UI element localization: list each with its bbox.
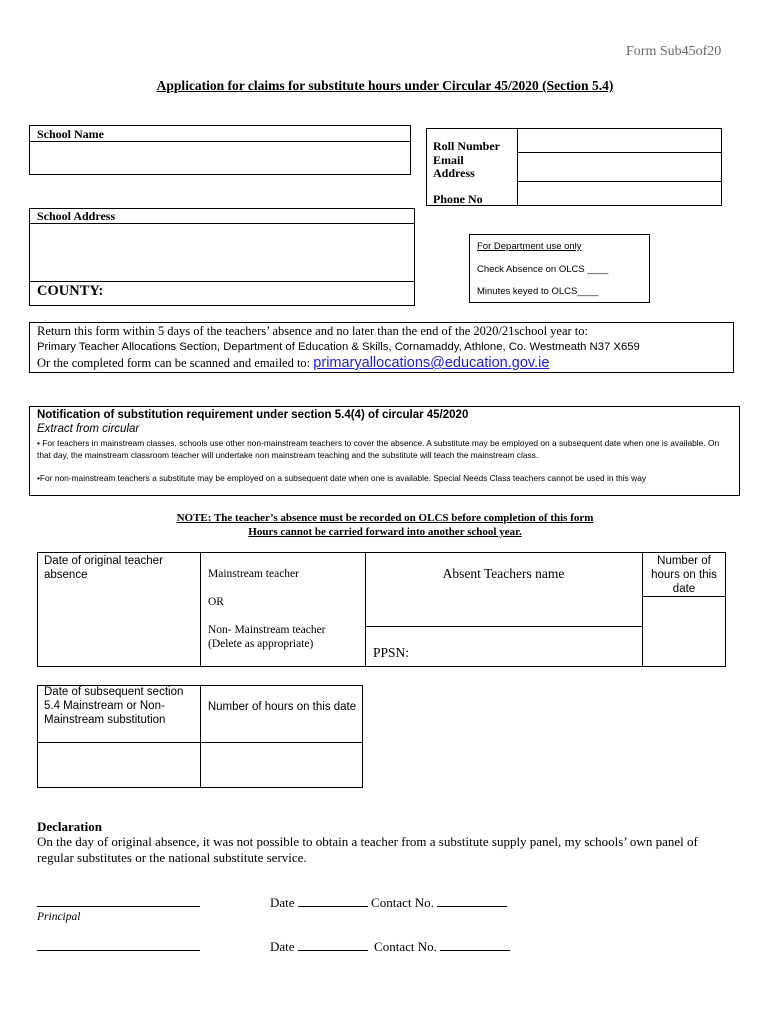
- county-label: COUNTY:: [37, 283, 104, 299]
- date-label-2: Date: [270, 939, 295, 954]
- form-code: Form Sub45of20: [626, 44, 722, 59]
- hours-on-date-field[interactable]: [643, 597, 725, 666]
- ppsn-label: PPSN:: [373, 645, 410, 660]
- original-absence-date-header: Date of original teacher absence: [44, 555, 163, 581]
- minutes-keyed-olcs: Minutes keyed to OLCS____: [477, 286, 599, 297]
- email-link[interactable]: primaryallocations@education.gov.ie: [313, 355, 550, 371]
- hours-on-date-header: Number of hours on this date: [651, 555, 717, 595]
- note-olcs: NOTE: The teacher’s absence must be recorded on OLCS before completion of this form: [176, 512, 594, 524]
- email-label: Email Address: [433, 153, 475, 180]
- type-or: OR: [208, 596, 224, 608]
- department-use-heading: For Department use only: [477, 241, 582, 252]
- school-address-field[interactable]: [30, 224, 414, 280]
- phone-label: Phone No: [433, 192, 483, 206]
- return-deadline-text: Return this form within 5 days of the teachers’ absence and no later than the end of the 2020/21school year to:: [37, 324, 588, 338]
- contact-field-1[interactable]: [437, 895, 507, 907]
- subsequent-hours-header: Number of hours on this date: [207, 701, 357, 713]
- type-mainstream[interactable]: Mainstream teacher: [208, 568, 299, 580]
- date-field-1[interactable]: [298, 895, 368, 907]
- subsequent-hours-field[interactable]: [201, 743, 362, 787]
- email-instruction: [37, 355, 549, 371]
- roll-number-label: Roll Number: [433, 139, 500, 153]
- absent-teacher-name-header: Absent Teachers name: [442, 566, 565, 581]
- ppsn-field[interactable]: [420, 627, 641, 666]
- roll-number-field[interactable]: [518, 129, 721, 151]
- subsequent-date-field[interactable]: [38, 743, 199, 787]
- email-field[interactable]: [518, 153, 721, 180]
- school-address-label: School Address: [37, 209, 116, 223]
- notification-bullet-mainstream: • For teachers in mainstream classes, schools use other non-mainstream teachers to cover the absence. A substitute may be employed on a subsequent date when one is available. On that day, the mainstream classroom teacher will undertake non mainstream teaching and the substitute will teach the mainstream class.: [37, 438, 720, 460]
- page-title: Application for claims for substitute hours under Circular 45/2020 (Section 5.4): [156, 78, 614, 93]
- contact-field-2[interactable]: [440, 939, 510, 951]
- principal-label: Principal: [37, 911, 81, 923]
- type-non-mainstream[interactable]: Non- Mainstream teacher (Delete as appropriate): [208, 624, 326, 650]
- absent-teacher-name-field[interactable]: [366, 590, 641, 625]
- notification-heading: Notification of substitution requirement under section 5.4(4) of circular 45/2020: [37, 409, 469, 421]
- contact-label-1: Contact No.: [371, 895, 434, 910]
- note-hours-carry: Hours cannot be carried forward into another school year.: [248, 526, 522, 538]
- date-label-1: Date: [270, 895, 295, 910]
- notification-bullet-non-mainstream: •For non-mainstream teachers a substitute may be employed on a subsequent date when one is available. Special Needs Class teachers cannot be used in this way: [37, 473, 647, 483]
- contact-label-2: Contact No.: [374, 939, 437, 954]
- subsequent-date-header: Date of subsequent section 5.4 Mainstream or Non-Mainstream substitution: [44, 686, 184, 726]
- return-address-text: Primary Teacher Allocations Section, Department of Education & Skills, Cornamaddy, Athlone, Co. Westmeath N37 X659: [37, 341, 640, 353]
- principal-signature-line[interactable]: [37, 896, 200, 907]
- school-name-field[interactable]: [30, 142, 410, 174]
- declaration-heading: Declaration: [37, 819, 102, 834]
- notification-subheading: Extract from circular: [37, 423, 140, 435]
- original-absence-date-field[interactable]: [38, 590, 199, 666]
- second-signature-line[interactable]: [37, 940, 200, 951]
- check-absence-olcs: Check Absence on OLCS ____: [477, 264, 609, 275]
- email-instruction-text: Or the completed form can be scanned and emailed to:: [37, 356, 314, 370]
- phone-field[interactable]: [518, 182, 721, 205]
- date-row-1: [270, 895, 507, 911]
- date-field-2[interactable]: [298, 939, 368, 951]
- declaration-text: On the day of original absence, it was not possible to obtain a teacher from a substitute supply panel, my schools’ own panel of regular substitutes or the national substitute service.: [37, 834, 698, 865]
- school-name-label: School Name: [37, 127, 104, 141]
- date-row-2: [270, 939, 510, 955]
